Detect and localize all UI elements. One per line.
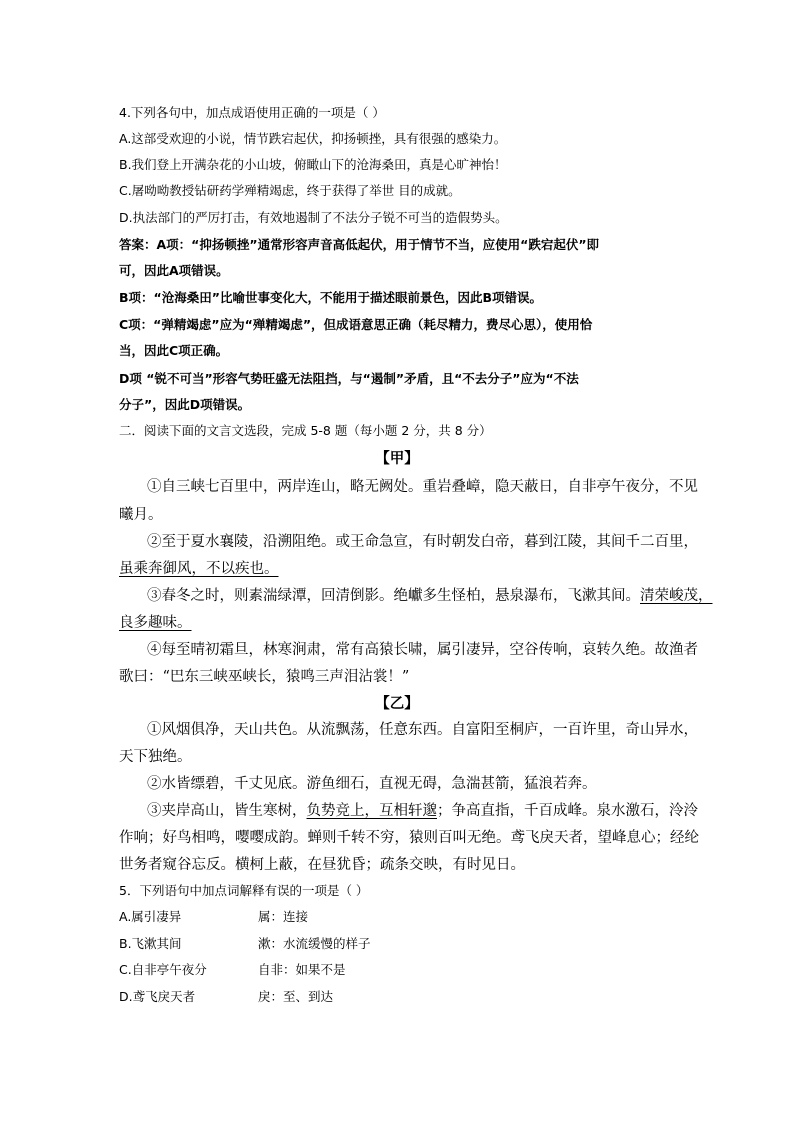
yi-paragraph-3-cont: 作响；好鸟相鸣，嘤嘤成韵。蝉则千转不穷，猿则百叫无绝。鸢飞戾天者，望峰息心；经纶 — [119, 830, 699, 846]
answer-line: 答案：A项：“抑扬顿挫”通常形容声音高低起伏，用于情节不当，应使用“跌宕起伏”即 — [119, 237, 600, 252]
yi-paragraph-3 — [147, 798, 698, 824]
answer-line: 当，因此C项正确。 — [119, 343, 229, 358]
jia-paragraph-3 — [147, 583, 713, 609]
jia-p3-underlined: 清荣峻茂， — [640, 588, 713, 604]
q5-option-d-gloss: 戾：至、到达 — [258, 989, 334, 1004]
passage-jia-title: 【甲】 — [375, 450, 419, 467]
q5-option-c: C.自非亭午夜分 — [119, 962, 207, 977]
q4-stem: 4.下列各句中，加点成语使用正确的一项是（ ） — [119, 105, 385, 120]
answer-line: B项：“沧海桑田”比喻世事变化大，不能用于描述眼前景色，因此B项错误。 — [119, 290, 542, 305]
jia-paragraph-1: ①自三峡七百里中，两岸连山，略无阙处。重岩叠嶂，隐天蔽日，自非亭午夜分，不见 — [147, 479, 698, 495]
yi-p3-text: ③夹岸高山，皆生寒树， — [147, 803, 307, 819]
jia-paragraph-3-cont: 良多趣味。 — [119, 615, 192, 631]
q5-stem: 5．下列语句中加点词解释有误的一项是（ ） — [119, 883, 369, 898]
jia-paragraph-1-cont: 曦月。 — [119, 507, 163, 523]
q4-option-b: B.我们登上开满杂花的小山坡，俯瞰山下的沧海桑田，真是心旷神怡！ — [119, 157, 507, 172]
jia-paragraph-4: ④每至晴初霜旦，林寒涧肃，常有高猿长啸，属引凄异，空谷传响，哀转久绝。故渔者 — [147, 642, 698, 658]
q5-option-b-gloss: 漱：水流缓慢的样子 — [258, 936, 371, 951]
jia-paragraph-2-cont: 虽乘奔御风，不以疾也。 — [119, 561, 279, 577]
yi-paragraph-2: ②水皆缥碧，千丈见底。游鱼细石，直视无碍，急湍甚箭，猛浪若奔。 — [147, 776, 597, 792]
jia-p3-text: ③春冬之时，则素湍绿潭，回清倒影。绝巘多生怪柏，悬泉瀑布，飞漱其间。 — [147, 588, 640, 604]
yi-paragraph-1-cont: 天下独绝。 — [119, 749, 192, 765]
answer-line: D项 “锐不可当”形容气势旺盛无法阻挡，与“遏制”矛盾，且“不去分子”应为“不法 — [119, 371, 579, 386]
yi-paragraph-3-cont2: 世务者窥谷忘反。横柯上蔽，在昼犹昏；疏条交映，有时见日。 — [119, 857, 525, 873]
jia-paragraph-4-cont: 歌曰：“巴东三峡巫峡长，猿鸣三声泪沾裳！” — [119, 669, 410, 685]
section-heading: 二．阅读下面的文言文选段，完成 5-8 题（每小题 2 分，共 8 分） — [119, 423, 492, 438]
q5-option-a: A.属引凄异 — [119, 909, 182, 924]
yi-paragraph-1: ①风烟俱净，天山共色。从流飘荡，任意东西。自富阳至桐庐，一百许里，奇山异水， — [147, 722, 698, 738]
yi-p3-text-rest: ；争高直指，千百成峰。泉水激石，泠泠 — [437, 803, 698, 819]
q5-option-b: B.飞漱其间 — [119, 936, 182, 951]
q5-option-a-gloss: 属：连接 — [258, 909, 309, 924]
q4-option-a: A.这部受欢迎的小说，情节跌宕起伏，抑扬顿挫，具有很强的感染力。 — [119, 131, 507, 146]
q5-option-d: D.鸢飞戾天者 — [119, 989, 196, 1004]
q4-option-d: D.执法部门的严厉打击，有效地遏制了不法分子锐不可当的造假势头。 — [119, 210, 508, 225]
answer-line: 可，因此A项错误。 — [119, 263, 229, 278]
passage-yi-title: 【乙】 — [375, 695, 419, 712]
answer-line: C项：“弹精竭虑”应为“殚精竭虑”，但成语意思正确（耗尽精力，费尽心思），使用恰 — [119, 317, 593, 332]
answer-line: 分子”，因此D项错误。 — [119, 397, 251, 412]
q5-option-c-gloss: 自非：如果不是 — [258, 962, 346, 977]
q4-option-c: C.屠呦呦教授钻研药学殚精竭虑，终于获得了举世 目的成就。 — [119, 183, 461, 198]
yi-p3-underlined: 负势竞上，互相轩邈 — [306, 803, 437, 819]
jia-paragraph-2: ②至于夏水襄陵，沿溯阻绝。或王命急宣，有时朝发白帝，暮到江陵，其间千二百里， — [147, 534, 698, 550]
